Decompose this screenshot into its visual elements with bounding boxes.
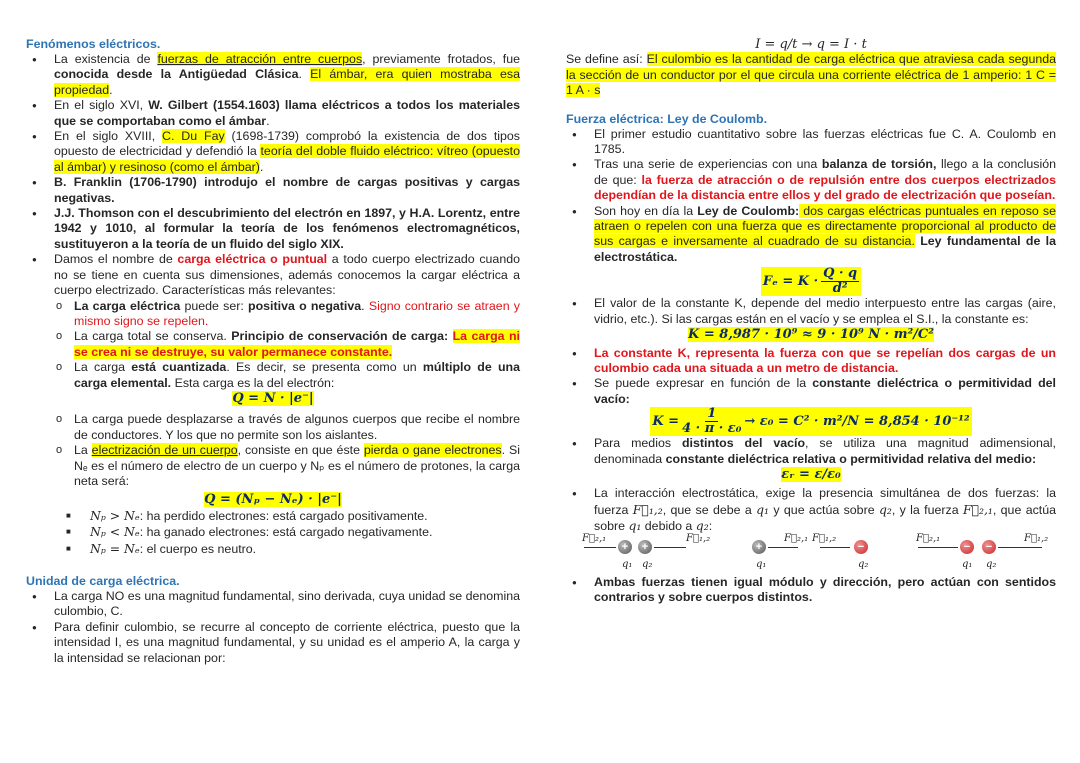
equation-intensity: I = q/t → q = I · t — [755, 37, 867, 52]
net-charge-cases — [26, 508, 520, 557]
charges-diagram — [566, 532, 1056, 571]
force-arrow — [820, 547, 850, 548]
list-item: ● J.J. Thomson con el descubrimiento del electrón en 1897, y H.A. Lorentz, entre 1942 y 1010, al formular la teoría de los fenómenos electromagnéticos, sustituyeron a la teoría de un fluido del siglo XIX. — [26, 206, 520, 252]
list-item: ● B. Franklin (1706-1790) introdujo el nombre de cargas positivas y cargas negativas. — [26, 175, 520, 206]
coulomb-list — [566, 127, 1056, 266]
conclusion-list — [566, 575, 1056, 606]
left-column — [26, 36, 520, 666]
force-label-f12: F⃗₁,₂ — [812, 532, 837, 544]
charge-positive: + — [618, 540, 632, 554]
charge-positive: + — [752, 540, 766, 554]
list-item: ● En el siglo XVI, W. Gilbert (1554.1603) llama eléctricos a todos los materiales que se comportaban como el ámbar. — [26, 98, 520, 129]
list-item: ● Ambas fuerzas tienen igual módulo y dirección, pero actúan con sentidos contrarios y sobre cuerpos distintos. — [566, 575, 1056, 606]
list-item: ● Damos el nombre de carga eléctrica o puntual a todo cuerpo electrizado cuando no se tiene en cuenta sus dimensiones, además conocemos la cargar eléctrica a cuerpo electrizado. Características más relevantes: — [26, 252, 520, 298]
coulomb-definition: Se define así: El culombio es la cantidad de carga eléctrica que atraviesa cada segunda la sección de un conductor por el que circula una corriente eléctrica de 1 amperio: 1 C = 1 A · s — [566, 52, 1057, 98]
list-item: ● La existencia de fuerzas de atracción entre cuerpos, previamente frotados, fue conocida desde la Antigüedad Clásica. El ámbar, era quien mostraba esa propiedad. — [26, 52, 520, 98]
list-item: ● Para definir culombio, se recurre al concepto de corriente eléctrica, puesto que la intensidad I, es una magnitud fundamental, y su unidad es el amperio A, la carga y la intensidad se relacionan por: — [26, 620, 520, 666]
list-item: ● La interacción electrostática, exige la presencia simultánea de dos fuerzas: la fuerza F⃗₁,₂, que se debe a q₁ y que actúa sobre q₂, y la fuerza F⃗₂,₁, que actúa sobre q₁ debido a q₂: — [566, 486, 1056, 534]
charge-label-q2: q₂ — [858, 558, 869, 570]
equation-k-value: K = 8,987 · 10⁹ ≈ 9 · 10⁹ N · m²/C² — [688, 327, 934, 343]
equation-permittivity: K = $\frac{1}{\text{4 · π · ε₀}}$ → ε₀ = C² · m²/N = 8,854 · 10⁻¹² — [652, 406, 970, 437]
list-item: ● Se puede expresar en función de la constante dieléctrica o permitividad del vacío: — [566, 376, 1056, 407]
unidad-list — [26, 589, 520, 666]
charge-negative: − — [982, 540, 996, 554]
charge-negative: − — [854, 540, 868, 554]
equation-coulomb-law: Fₑ = K · $\frac{Q \cdot q}{\text{d²}}$ — [566, 267, 1056, 296]
list-item: ● En el siglo XVIII, C. Du Fay (1698-1739) comprobó la existencia de dos tipos opuesto de electricidad y defendió la teoría del doble fluido eléctrico: vítreo (opuesto al ámbar) y resinoso (como el ámbar). — [26, 129, 520, 175]
list-item: ■ Nₚ = Nₑ: el cuerpo es neutro. — [26, 541, 520, 557]
constant-list-2 — [566, 346, 1056, 408]
list-item: ● Tras una serie de experiencias con una balanza de torsión, llego a la conclusión de que: la fuerza de atracción o de repulsión entre dos cuerpos electrizados dependían de la distancia entre ellos y del grado de electrización que poseían. — [566, 157, 1056, 203]
list-item: o La carga total se conserva. Principio de conservación de carga: La carga ni se crea ni se destruye, su valor permanece constante. — [26, 329, 520, 360]
list-item: ● La constante K, representa la fuerza con que se repelían dos cargas de un culombio cada una situada a un metro de distancia. — [566, 346, 1056, 377]
relative-list — [566, 436, 1056, 467]
section-title-unidad: Unidad de carga eléctrica. — [26, 574, 180, 588]
list-item: ● El primer estudio cuantitativo sobre las fuerzas eléctricas fue C. A. Coulomb en 1785. — [566, 127, 1056, 158]
list-item: ■ Nₚ < Nₑ: ha ganado electrones: está cargado negativamente. — [26, 524, 520, 540]
list-item: o La electrización de un cuerpo, consiste en que éste pierda o gane electrones. Si Nₑ es el número de electro de un cuerpo y Nₚ es el número de protones, la carga neta será: — [26, 443, 520, 489]
equation-net-charge: Q = (Nₚ − Nₑ) · |e⁻| — [204, 492, 342, 508]
equation-charge-quantized: Q = N · |e⁻| — [232, 390, 314, 406]
interaction-list — [566, 486, 1056, 534]
list-item: o La carga eléctrica puede ser: positiva o negativa. Signo contrario se atraen y mismo signo se repelen. — [26, 299, 520, 330]
charge-negative: − — [960, 540, 974, 554]
list-item: ● El valor de la constante K, depende del medio interpuesto entre las cargas (aire, vidrio, etc.). Si las cargas están en el vacío y se emplea el S.I., la constante es: — [566, 296, 1056, 327]
list-item: ● La carga NO es una magnitud fundamental, sino derivada, cuya unidad se denomina culombio, C. — [26, 589, 520, 620]
force-label-f12: F⃗₁,₂ — [686, 532, 711, 544]
charge-label-q2: q₂ — [642, 558, 653, 570]
list-item: o La carga puede desplazarse a través de algunos cuerpos que recibe el nombre de conductores. Y los que no permite son los aislantes. — [26, 412, 520, 443]
list-item: ■ Nₚ > Nₑ: ha perdido electrones: está cargado positivamente. — [26, 508, 520, 524]
force-label-f21: F⃗₂,₁ — [784, 532, 809, 544]
force-arrow — [584, 547, 616, 548]
force-arrow — [998, 547, 1042, 548]
section-title-coulomb: Fuerza eléctrica: Ley de Coulomb. — [566, 111, 768, 126]
force-label-f12: F⃗₁,₂ — [1024, 532, 1049, 544]
right-column — [566, 37, 1056, 605]
caracteristicas-list — [26, 299, 520, 391]
list-item: o La carga está cuantizada. Es decir, se presenta como un múltiplo de una carga elemental. Esta carga es la del electrón: — [26, 360, 520, 391]
fenomenos-list — [26, 52, 520, 299]
charge-label-q1: q₁ — [756, 558, 767, 570]
force-arrow — [654, 547, 686, 548]
force-arrow — [918, 547, 958, 548]
charge-positive: + — [638, 540, 652, 554]
equation-relative: εᵣ = ε/ε₀ — [781, 466, 841, 482]
charge-label-q2: q₂ — [986, 558, 997, 570]
caracteristicas-list-2 — [26, 412, 520, 489]
section-title-fenomenos: Fenómenos eléctricos. — [26, 37, 161, 51]
constant-list — [566, 296, 1056, 327]
force-label-f21: F⃗₂,₁ — [582, 532, 607, 544]
charge-label-q1: q₁ — [962, 558, 973, 570]
list-item: ● Son hoy en día la Ley de Coulomb: dos cargas eléctricas puntuales en reposo se atraen o repelen con una fuerza que es directamente proporcional al producto de sus cargas e inversamente al cuadrado de su distancia. Ley fundamental de la electrostática. — [566, 204, 1056, 266]
force-arrow — [768, 547, 798, 548]
force-label-f21: F⃗₂,₁ — [916, 532, 941, 544]
charge-label-q1: q₁ — [622, 558, 633, 570]
list-item: ● Para medios distintos del vacío, se utiliza una magnitud adimensional, denominada constante dieléctrica relativa o permitividad relativa del medio: — [566, 436, 1056, 467]
